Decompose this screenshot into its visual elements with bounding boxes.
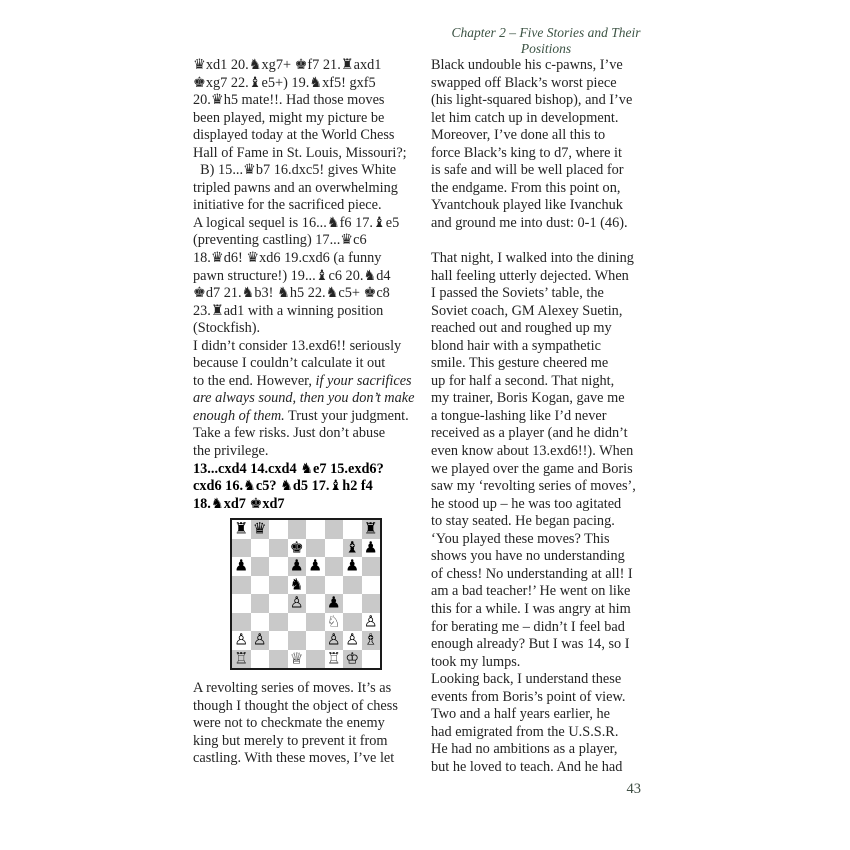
chess-board xyxy=(232,520,380,668)
board-square xyxy=(362,520,381,539)
text-line: and ground me into dust: 0-1 (46). xyxy=(431,214,628,231)
text-line: I didn’t consider 13.exd6!! seriously xyxy=(193,337,402,354)
board-square xyxy=(288,594,307,613)
board-square xyxy=(362,650,381,669)
text-line: Looking back, I understand these xyxy=(431,671,622,688)
board-square xyxy=(232,520,251,539)
chess-piece: ♗ xyxy=(363,631,378,649)
board-square xyxy=(306,576,325,595)
text-line: smile. This gesture cheered me xyxy=(431,355,609,372)
text-line: to stay seated. He began pacing. xyxy=(431,513,615,530)
chess-piece: ♙ xyxy=(363,612,378,631)
right-column-text xyxy=(431,57,663,776)
board-square xyxy=(343,594,362,613)
text-line: to the end. However, if your sacrifices xyxy=(193,372,412,389)
running-header: Chapter 2 – Five Stories and Their Positions xyxy=(451,25,641,56)
text-line: shows you have no understanding xyxy=(431,548,625,565)
text-line: of chess! No understanding at all! I xyxy=(431,565,633,582)
text-line: hall feeling utterly dejected. When xyxy=(431,267,629,284)
board-square xyxy=(362,631,381,650)
text-line: enough of them. Trust your judgment. xyxy=(193,407,409,424)
text-line: been played, might my picture be xyxy=(193,109,385,126)
chess-piece: ♟ xyxy=(326,594,341,612)
board-square xyxy=(269,631,288,650)
board-square xyxy=(288,520,307,539)
text-line: castling. With these moves, I’ve let xyxy=(193,750,395,767)
board-square xyxy=(232,539,251,558)
text-line: Black undouble his c-pawns, I’ve xyxy=(431,57,623,73)
text-line: for berating me – didn’t I feel bad xyxy=(431,618,625,635)
board-square xyxy=(306,594,325,613)
board-square xyxy=(232,613,251,632)
text-line: though I thought the object of chess xyxy=(193,697,398,714)
chess-piece: ♛ xyxy=(252,520,267,538)
board-square xyxy=(362,539,381,558)
board-square xyxy=(306,557,325,576)
right-text-column xyxy=(431,57,663,776)
board-square xyxy=(269,520,288,539)
text-line: initiative for the sacrificed piece. xyxy=(193,197,382,214)
text-line xyxy=(431,232,663,250)
text-line: were not to checkmate the enemy xyxy=(193,715,385,732)
chess-piece: ♙ xyxy=(345,631,360,649)
board-square xyxy=(232,557,251,576)
text-line: received as a player (and he didn’t xyxy=(431,425,628,442)
board-square xyxy=(343,650,362,669)
chess-piece: ♖ xyxy=(326,649,341,668)
chess-piece: ♙ xyxy=(252,631,267,649)
board-square xyxy=(269,576,288,595)
text-line: the endgame. From this point on, xyxy=(431,179,621,196)
board-square xyxy=(343,557,362,576)
text-line: ‘You played these moves? This xyxy=(431,530,610,547)
board-square xyxy=(306,539,325,558)
text-line: A logical sequel is 16...♞f6 17.♝e5 xyxy=(193,214,400,231)
text-line: am a bad teacher!’ He went on like xyxy=(431,583,631,600)
text-line: Moreover, I’ve done all this to xyxy=(431,127,606,144)
chess-piece: ♟ xyxy=(308,557,323,575)
chess-piece: ♜ xyxy=(363,520,378,538)
chess-piece: ♙ xyxy=(326,631,341,649)
chess-piece: ♝ xyxy=(345,538,360,557)
text-line: Two and a half years earlier, he xyxy=(431,706,611,723)
board-square xyxy=(232,576,251,595)
board-square xyxy=(362,613,381,632)
text-line: Yvantchouk played like Ivanchuk xyxy=(431,197,623,214)
board-square xyxy=(251,594,270,613)
chess-piece: ♘ xyxy=(326,612,341,631)
board-square xyxy=(362,594,381,613)
chess-piece: ♙ xyxy=(289,594,304,612)
board-square xyxy=(288,631,307,650)
text-line: displayed today at the World Chess xyxy=(193,127,395,144)
board-square xyxy=(343,613,362,632)
chess-piece: ♞ xyxy=(289,575,304,594)
board-square xyxy=(325,576,344,595)
text-line: up for half a second. That night, xyxy=(431,372,615,389)
chess-piece: ♙ xyxy=(234,631,249,649)
text-line: 18.♛d6! ♛xd6 19.cxd6 (a funny xyxy=(193,250,382,267)
board-square xyxy=(251,520,270,539)
board-square xyxy=(325,650,344,669)
text-line: because I couldn’t calculate it out xyxy=(193,355,386,372)
chess-piece: ♟ xyxy=(289,557,304,575)
text-line: swapped off Black’s worst piece xyxy=(431,74,617,91)
board-square xyxy=(343,539,362,558)
board-square xyxy=(343,631,362,650)
board-square xyxy=(325,631,344,650)
text-line: force Black’s king to d7, where it xyxy=(431,144,622,161)
board-square xyxy=(251,539,270,558)
left-column-text-below-diagram xyxy=(193,680,419,768)
board-square xyxy=(325,520,344,539)
text-line: A revolting series of moves. It’s as xyxy=(193,680,392,697)
text-line: 18.♞xd7 ♚xd7 xyxy=(193,495,285,512)
text-line: Soviet coach, GM Alexey Suetin, xyxy=(431,302,623,319)
board-square xyxy=(306,520,325,539)
chess-piece: ♚ xyxy=(289,538,304,557)
text-line: blond hair with a sympathetic xyxy=(431,337,601,354)
chess-piece: ♕ xyxy=(289,649,304,668)
text-line: (preventing castling) 17...♛c6 xyxy=(193,232,367,249)
text-line: took my lumps. xyxy=(431,653,521,670)
board-square xyxy=(343,576,362,595)
board-square xyxy=(269,594,288,613)
text-line: reached out and roughed up my xyxy=(431,320,612,337)
text-line: 13...cxd4 14.cxd4 ♞e7 15.exd6? xyxy=(193,460,384,477)
text-line: He had no ambitions as a player, xyxy=(431,741,618,758)
text-line: (his light-squared bishop), and I’ve xyxy=(431,92,633,109)
text-line: the privilege. xyxy=(193,443,269,460)
board-square xyxy=(251,557,270,576)
text-line: even know about 13.exd6!!). When xyxy=(431,443,634,460)
chess-piece: ♔ xyxy=(345,649,360,668)
text-line: Hall of Fame in St. Louis, Missouri?; xyxy=(193,144,407,161)
board-square xyxy=(269,557,288,576)
board-square xyxy=(288,650,307,669)
board-square xyxy=(306,613,325,632)
board-square xyxy=(269,613,288,632)
board-square xyxy=(343,520,362,539)
text-line: enough already? But I was 14, so I xyxy=(431,636,630,653)
text-line: but he loved to teach. And he had xyxy=(431,758,623,775)
text-line: a tongue-lashing like I’d never xyxy=(431,407,607,424)
board-square xyxy=(306,631,325,650)
text-line: events from Boris’s point of view. xyxy=(431,688,626,705)
text-line: That night, I walked into the dining xyxy=(431,250,634,267)
text-line: this for a while. I was angry at him xyxy=(431,600,631,617)
board-square xyxy=(288,539,307,558)
text-line: saw my ‘revolting series of moves’, xyxy=(431,478,636,495)
text-line: ♚xg7 22.♝e5+) 19.♞xf5! gxf5 xyxy=(193,74,376,91)
text-line: B) 15...♛b7 16.dxc5! gives White xyxy=(193,162,397,179)
board-square xyxy=(269,650,288,669)
board-square xyxy=(251,631,270,650)
text-line: is safe and will be well placed for xyxy=(431,162,624,179)
text-line: pawn structure!) 19...♝c6 20.♞d4 xyxy=(193,267,391,284)
board-square xyxy=(232,650,251,669)
board-square xyxy=(251,576,270,595)
chess-piece: ♖ xyxy=(234,649,249,668)
board-square xyxy=(325,594,344,613)
board-square xyxy=(288,557,307,576)
text-line: ♚d7 21.♞b3! ♞h5 22.♞c5+ ♚c8 xyxy=(193,285,390,302)
chess-piece: ♟ xyxy=(363,538,378,557)
board-square xyxy=(362,557,381,576)
text-line: cxd6 16.♞c5? ♞d5 17.♝h2 f4 xyxy=(193,478,373,495)
text-line: are always sound, then you don’t make xyxy=(193,390,415,407)
left-column-text-above-diagram xyxy=(193,57,419,513)
board-square xyxy=(325,613,344,632)
board-square xyxy=(269,539,288,558)
board-square xyxy=(232,631,251,650)
board-square xyxy=(251,650,270,669)
board-square xyxy=(288,613,307,632)
text-line: ♛xd1 20.♞xg7+ ♚f7 21.♜axd1 xyxy=(193,57,382,73)
board-square xyxy=(325,539,344,558)
text-line: king but merely to prevent it from xyxy=(193,732,388,749)
text-line: 20.♛h5 mate!!. Had those moves xyxy=(193,92,385,109)
text-line: 23.♜ad1 with a winning position xyxy=(193,302,384,319)
chess-piece: ♟ xyxy=(234,557,249,575)
board-square xyxy=(251,613,270,632)
text-line: let him catch up in development. xyxy=(431,109,619,126)
board-square xyxy=(288,576,307,595)
left-text-column xyxy=(193,57,419,768)
page-number: 43 xyxy=(626,781,641,797)
text-line: (Stockfish). xyxy=(193,320,261,337)
board-square xyxy=(232,594,251,613)
text-line: I passed the Soviets’ table, the xyxy=(431,285,604,302)
text-line: had emigrated from the U.S.S.R. xyxy=(431,723,619,740)
text-line: tripled pawns and an overwhelming xyxy=(193,179,398,196)
board-square xyxy=(362,576,381,595)
board-square xyxy=(306,650,325,669)
chess-piece: ♜ xyxy=(234,520,249,538)
text-line: he stood up – he was too agitated xyxy=(431,495,622,512)
text-line: my trainer, Boris Kogan, gave me xyxy=(431,390,625,407)
text-line: we played over the game and Boris xyxy=(431,460,633,477)
board-square xyxy=(325,557,344,576)
chess-diagram xyxy=(230,518,382,670)
text-line: Take a few risks. Just don’t abuse xyxy=(193,425,386,442)
chess-piece: ♟ xyxy=(345,557,360,575)
